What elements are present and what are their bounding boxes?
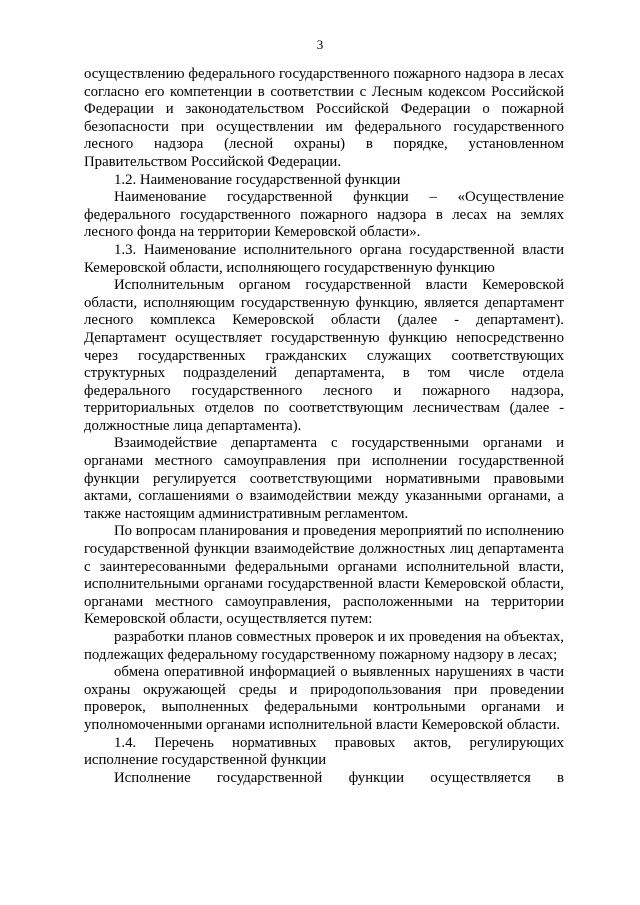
paragraph-info-exchange: обмена оперативной информацией о выявленных нарушениях в части охраны окружающей среды и природопользования при проведении проверок, выполненных федеральными контрольными органами и уполномоченными органами исполнительной власти Кемеровской области.: [84, 664, 564, 733]
section-heading-1-2: 1.2. Наименование государственной функции: [114, 171, 401, 188]
section-heading-1-4: 1.4. Перечень нормативных правовых актов, регулирующих исполнение государственной функции: [84, 734, 564, 769]
paragraph-executive-body: Исполнительным органом государственной власти Кемеровской области, исполняющим государственную функцию, является департамент лесного комплекса Кемеровской области (далее - департамент). Департамент осуществляет государственную функцию непосредственно через государственных гражданских служащих соответствующих структурных подразделений департамента, в том числе отдела федерального государственного лесного и пожарного надзора, территориальных отделов по соответствующим лесничествам (далее - должностные лица департамента).: [84, 277, 564, 434]
document-body: [84, 66, 564, 787]
paragraph-function-name: Наименование государственной функции – «Осуществление федерального государственного пожарного надзора в лесах на землях лесного фонда на территории Кемеровской области».: [84, 189, 564, 241]
paragraph-joint-inspections: разработки планов совместных проверок и их проведения на объектах, подлежащих федеральному государственному пожарному надзору в лесах;: [84, 629, 564, 663]
page-number: 3: [316, 37, 324, 52]
paragraph-interaction: Взаимодействие департамента с государственными органами и органами местного самоуправления при исполнении государственной функции регулируется соответствующими нормативными правовыми актами, соглашениями о взаимодействии между указанными органами, а также настоящим административным регламентом.: [84, 435, 564, 522]
paragraph-execution: Исполнение государственной функции осуществляется в: [114, 769, 564, 786]
paragraph-continuation: осуществлению федерального государственного пожарного надзора в лесах согласно его компетенции в соответствии с Лесным кодексом Российской Федерации и законодательством Российской Федерации о пожарной безопасности при осуществлении им федерального государственного лесного надзора (лесной охраны) в порядке, установленном Правительством Российской Федерации.: [84, 66, 564, 170]
section-heading-1-3: 1.3. Наименование исполнительного органа государственной власти Кемеровской области, исполняющего государственную функцию: [84, 241, 564, 276]
paragraph-planning: По вопросам планирования и проведения мероприятий по исполнению государственной функции взаимодействие должностных лиц департамента с заинтересованными федеральными органами исполнительной власти, исполнительными органами государственной власти Кемеровской области, органами местного самоуправления, расположенными на территории Кемеровской области, осуществляется путем:: [84, 523, 564, 628]
